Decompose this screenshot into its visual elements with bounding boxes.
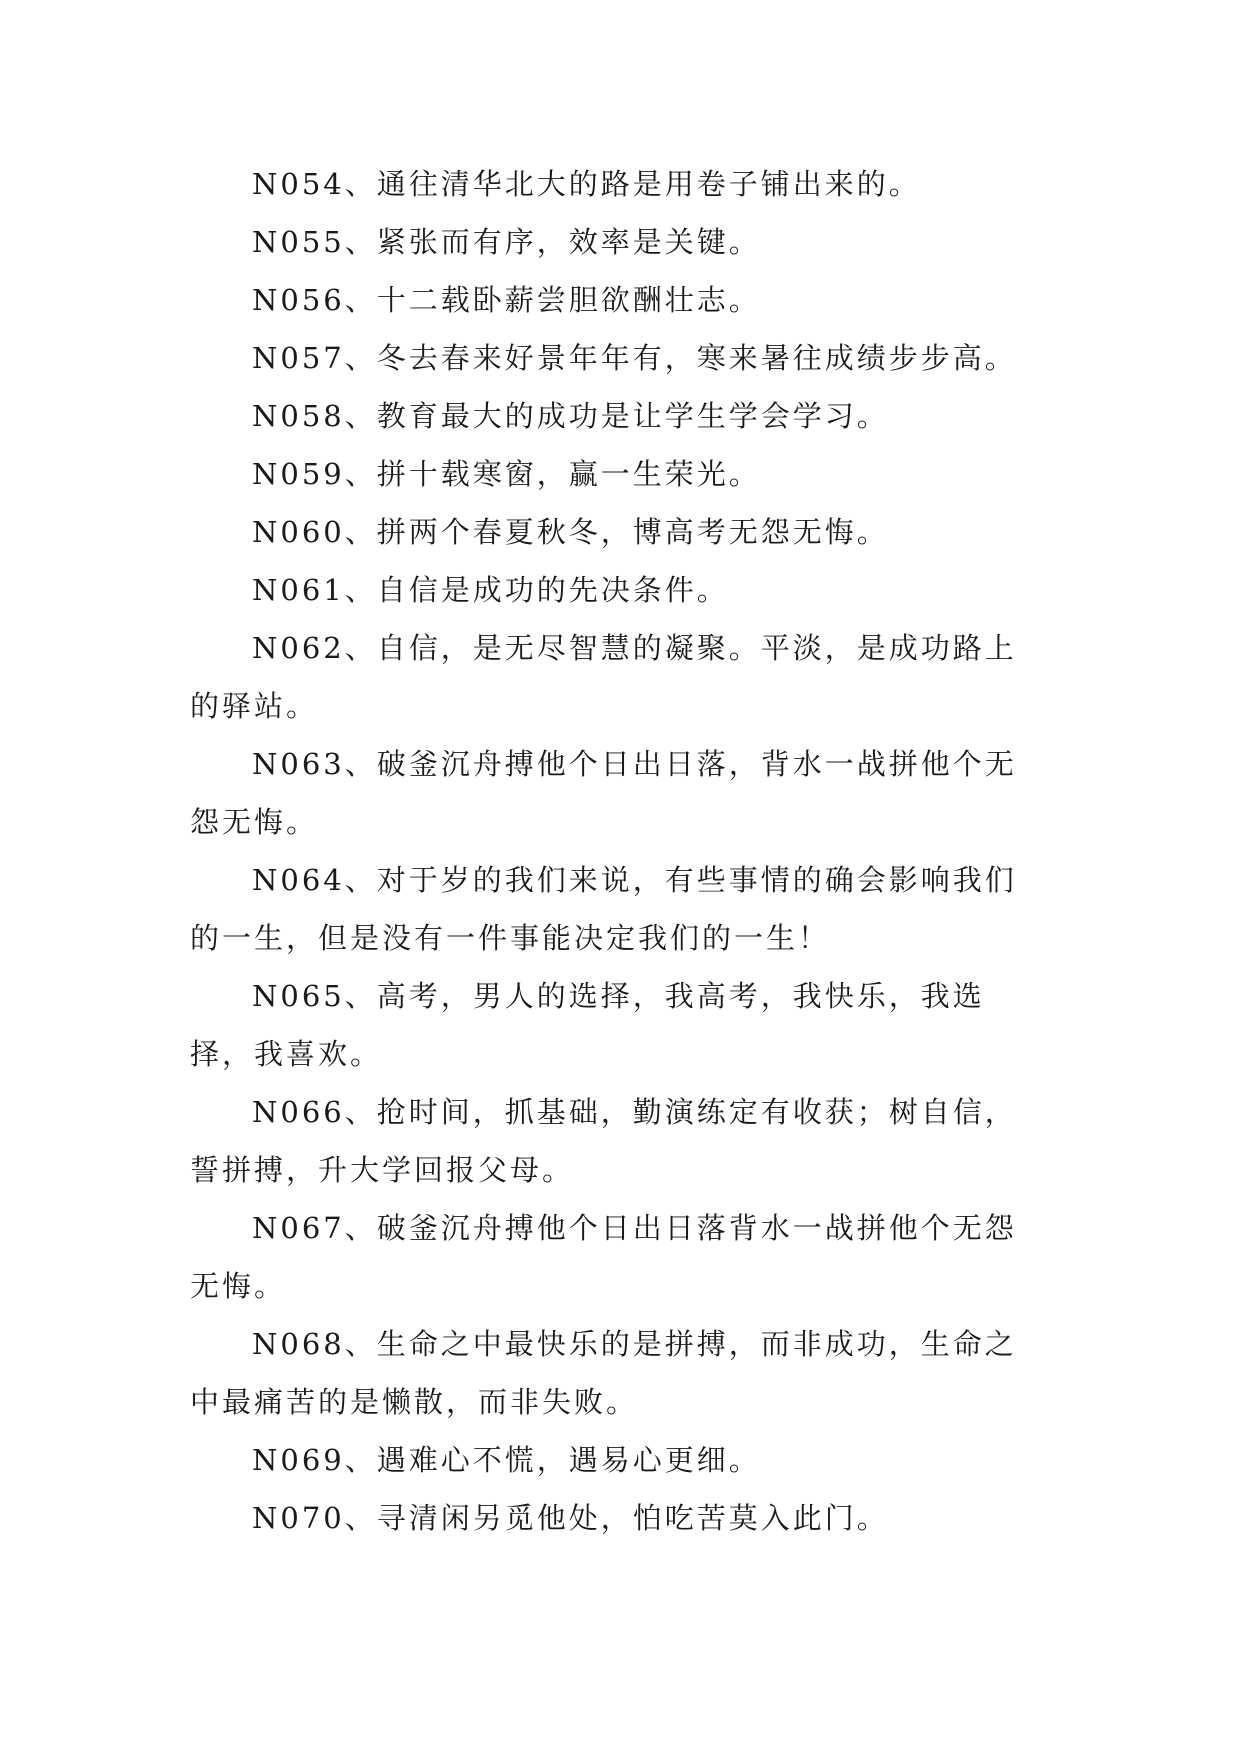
- paragraph-n058: N058、教育最大的成功是让学生学会学习。: [252, 399, 889, 433]
- paragraph-n067: N067、破釜沉舟搏他个日出日落背水一战拼他个无怨无悔。: [190, 1211, 1017, 1303]
- paragraph-n055: N055、紧张而有序，效率是关键。: [252, 225, 761, 259]
- paragraph-n061: N061、自信是成功的先决条件。: [252, 573, 729, 607]
- paragraph-n056: N056、十二载卧薪尝胆欲酬壮志。: [252, 283, 761, 317]
- paragraph-n065: N065、高考，男人的选择，我高考，我快乐，我选择，我喜欢。: [190, 979, 985, 1071]
- paragraph-n063: N063、破釜沉舟搏他个日出日落，背水一战拼他个无怨无悔。: [190, 747, 1017, 839]
- paragraph-n069: N069、遇难心不慌，遇易心更细。: [252, 1443, 761, 1477]
- paragraph-n057: N057、冬去春来好景年年有，寒来暑往成绩步步高。: [252, 341, 1017, 375]
- paragraph-n064: N064、对于岁的我们来说，有些事情的确会影响我们的一生，但是没有一件事能决定我们的一生！: [190, 863, 1017, 955]
- paragraph-n068: N068、生命之中最快乐的是拼搏，而非成功，生命之中最痛苦的是懒散，而非失败。: [190, 1327, 1017, 1419]
- paragraph-n062: N062、自信，是无尽智慧的凝聚。平淡，是成功路上的驿站。: [190, 631, 1017, 723]
- paragraph-n066: N066、抢时间，抓基础，勤演练定有收获；树自信，誓拼搏，升大学回报父母。: [190, 1095, 1017, 1187]
- paragraph-n070: N070、寻清闲另觅他处，怕吃苦莫入此门。: [252, 1501, 889, 1535]
- paragraph-n054: N054、通往清华北大的路是用卷子铺出来的。: [252, 167, 921, 201]
- document-body: [190, 155, 1048, 1547]
- paragraph-n060: N060、拼两个春夏秋冬，博高考无怨无悔。: [252, 515, 889, 549]
- paragraph-n059: N059、拼十载寒窗，赢一生荣光。: [252, 457, 761, 491]
